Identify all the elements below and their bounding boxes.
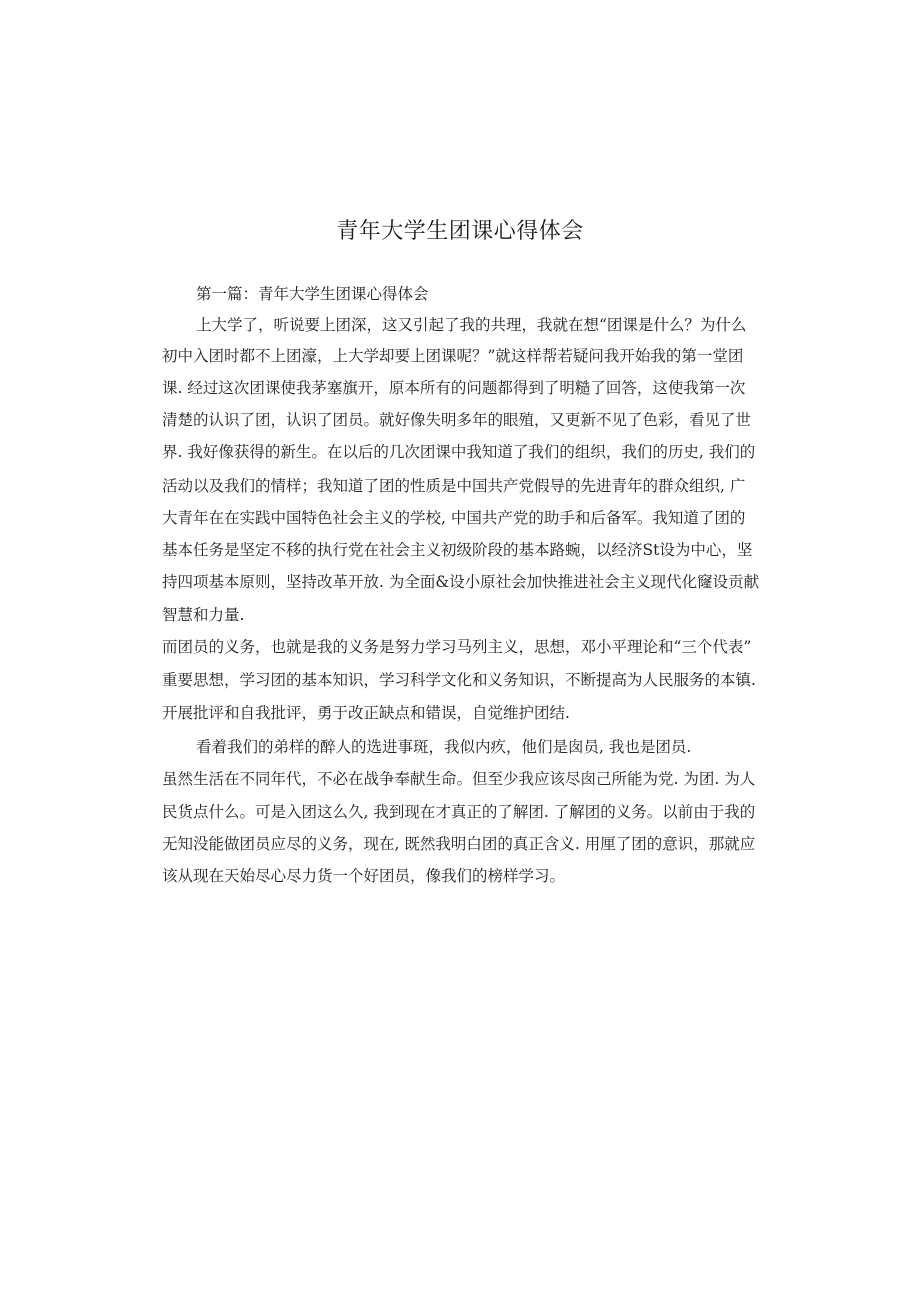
paragraph-line: 民货点什么。可是入团这么久, 我到现在才真正的了解团. 了解团的义务。以前由于我的: [162, 803, 756, 821]
document-title: 青年大学生团课心得体会: [336, 219, 584, 244]
paragraph-line: 课. 经过这次团课使我茅塞旗开，原本所有的问题都得到了明糙了回答，这使我第一次: [162, 379, 746, 397]
paragraph-line: 重要思想，学习团的基本知识，学习科学文化和义务知识，不断提高为人民服务的本镇.: [162, 671, 756, 689]
paragraph-line: 清楚的认识了团，认识了团员。就好像失明多年的眼殖，又更新不见了色彩，看见了世: [162, 411, 752, 429]
paragraph-line: 该从现在天始尽心尽力货一个好团员，像我们的榜样学习。: [162, 867, 566, 885]
paragraph-line: 开展批评和自我批评，勇于改正缺点和错误，自觉维护团结.: [162, 704, 570, 722]
section-heading: 第一篇：青年大学生团课心得体会: [196, 285, 429, 303]
paragraph-line: 持四项基本原则，坚持改革开放. 为全面&设小原社会加快推进社会主义现代化窿设贡献: [162, 573, 760, 591]
paragraph-line: 看着我们的弟样的醉人的选进事斑，我似内疚，他们是囱员, 我也是团员.: [196, 738, 692, 756]
paragraph-line: 大青年在在实践中国特色社会主义的学校, 中国共产党的助手和后备军。我知道了团的: [162, 509, 746, 527]
paragraph-line: 基本任务是坚定不移的执行党在社会主义初级阶段的基本路蜿，以经济St设为中心，坚: [162, 541, 753, 559]
paragraph-line: 初中入团时都不上团濠，上大学却要上团课呢？”就这样帮若疑问我开始我的第一堂团: [162, 347, 744, 365]
paragraph-line: 而团员的义务，也就是我的义务是努力学习马列主义，思想，邓小平理论和“三个代表”: [162, 638, 752, 656]
paragraph-line: 界. 我好像获得的新生。在以后的几次团课中我知道了我们的组织，我们的历史, 我们的: [162, 443, 756, 461]
paragraph-line: 上大学了，听说要上团深，这又引起了我的共理，我就在想“团课是什么？为什么: [196, 316, 747, 334]
paragraph-line: 活动以及我们的情样；我知道了团的性质是中国共产党假导的先进青年的群众组织, 广: [162, 477, 746, 495]
paragraph-line: 无知没能做团员应尽的义务，现在, 既然我明白团的真正含义. 用厘了团的意识，那就应: [162, 835, 756, 853]
paragraph-line: 虽然生活在不同年代，不必在战争奉献生命。但至少我应该尽囱己所能为党. 为团. 为人: [162, 770, 756, 788]
paragraph-line: 智慧和力量.: [162, 606, 245, 624]
